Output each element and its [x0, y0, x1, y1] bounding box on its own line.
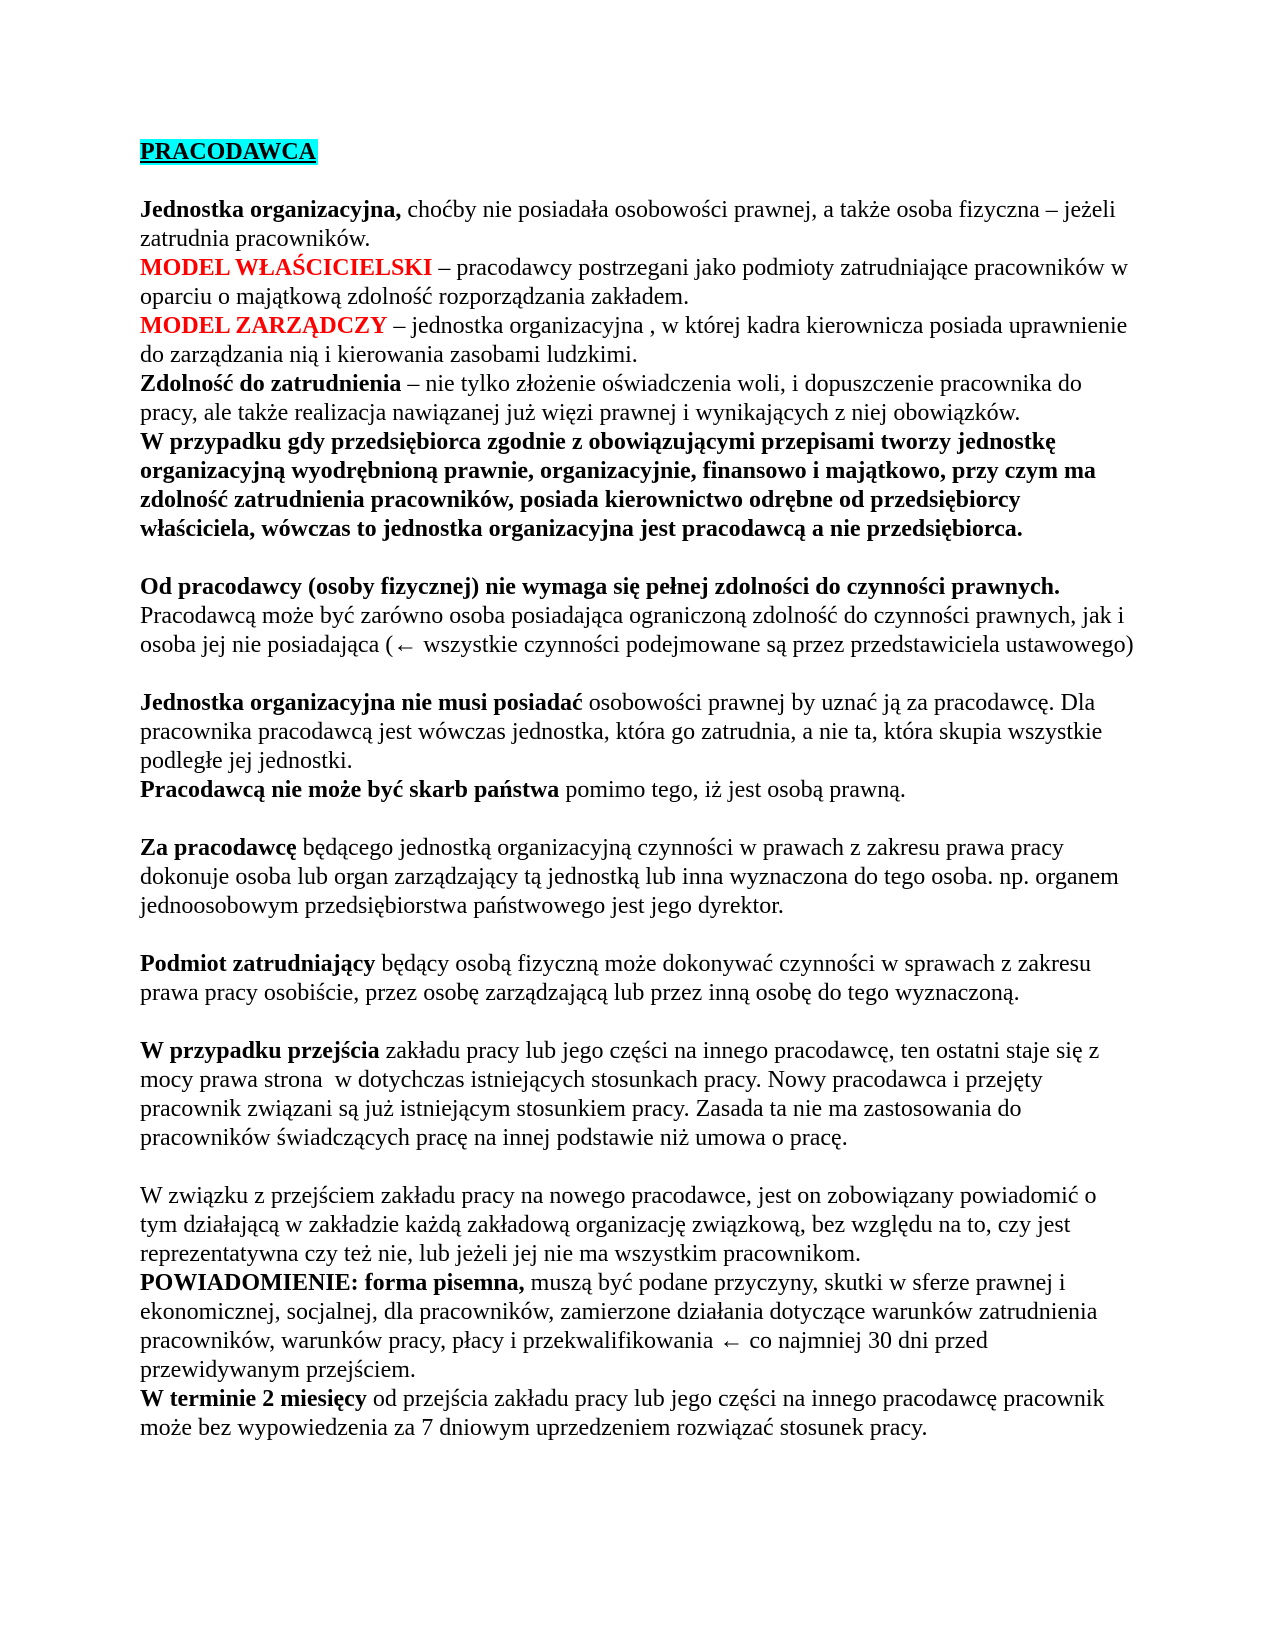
text-run: choćby nie posiadała osobowości prawnej, a także osoba fizyczna – jeżeli zatrudnia pracowników. — [140, 197, 1122, 252]
para-podmiot-osoba-fizyczna — [140, 950, 1135, 1008]
text-run: Pracodawcą może być zarówno osoba posiadająca ograniczoną zdolność do czynności prawnych, jak i osoba jej nie posiadająca (← wszystkie czynności podejmowane są przez przedstawiciela ustawowego) — [140, 574, 1134, 658]
highlighted-title-text: PRACODAWCA — [140, 139, 316, 165]
para-termin-rozwiazania — [140, 1385, 1135, 1443]
para-obowiazek-powiadomienia — [140, 1182, 1135, 1269]
text-run: – jednostka organizacyjna , w której kadra kierownicza posiada uprawnienie do zarządzania nią i kierowania zasobami ludzkimi. — [140, 313, 1134, 368]
para-organ-zarzadzajacy — [140, 834, 1135, 921]
text-run: W związku z przejściem zakładu pracy na nowego pracodawce, jest on zobowiązany powiadomić o tym działającą w zakładzie każdą zakładową organizację związkową, bez względu na to, czy jest reprezentatywna czy też nie, lub jeżeli jej nie ma wszystkim pracownikom. — [140, 1183, 1103, 1267]
para-skarb-panstwa — [140, 776, 1135, 805]
text-run: – nie tylko złożenie oświadczenia woli, i dopuszczenie pracownika do pracy, ale także realizacja nawiązanej już więzi prawnej i wynikających z niej obowiązków. — [140, 371, 1088, 426]
text-run: Jednostka organizacyjna nie musi posiadać — [140, 690, 583, 716]
text-run: W przypadku przejścia — [140, 1038, 380, 1064]
text-run: zakładu pracy lub jego części na innego pracodawcę, ten ostatni staje się z mocy prawa strona w dotychczas istniejących stosunkach pracy. Nowy pracodawca i przejęty pracownik związani są już istniejącym stosunkiem pracy. Zasada ta nie ma zastosowania do pracowników świadczących pracę na innej podstawie niż umowa o pracę. — [140, 1038, 1106, 1151]
document-body — [140, 196, 1135, 1443]
red-keyword: MODEL ZARZĄDCZY — [140, 313, 388, 339]
para-jednostka-bez-osobowosci — [140, 689, 1135, 776]
text-run: W przypadku gdy przedsiębiorca zgodnie z obowiązującymi przepisami tworzy jednostkę organizacyjną wyodrębnioną prawnie, organizacyjnie, finansowo i majątkowo, przy czym ma zdolność zatrudnienia pracowników, posiada kierownictwo odrębne od przedsiębiorcy właściciela, wówczas to jednostka organizacyjna jest pracodawcą a nie przedsiębiorca. — [140, 429, 1102, 542]
text-run: będącego jednostką organizacyjną czynności w prawach z zakresu prawa pracy dokonuje osoba lub organ zarządzający tą jednostką lub inna wyznaczona do tego osoba. np. organem jednoosobowym przedsiębiorstwa państwowego jest jego dyrektor. — [140, 835, 1125, 919]
text-run: pomimo tego, iż jest osobą prawną. — [559, 777, 906, 803]
text-run: POWIADOMIENIE: forma pisemna, — [140, 1270, 525, 1296]
text-run: – pracodawcy postrzegani jako podmioty zatrudniające pracowników w oparciu o majątkową zdolność rozporządzania zakładem. — [140, 255, 1135, 310]
text-run: osobowości prawnej by uznać ją za pracodawcę. Dla pracownika pracodawcą jest wówczas jednostka, która go zatrudnia, a nie ta, która skupia wszystkie podległe jej jednostki. — [140, 690, 1109, 774]
text-run: Zdolność do zatrudnienia — [140, 371, 402, 397]
para-przedsiebiorca-jednostka — [140, 428, 1135, 544]
para-osoba-fizyczna-zdolnosc — [140, 573, 1135, 660]
text-run: Pracodawcą nie może być skarb państwa — [140, 777, 560, 803]
para-model-zarzadczy — [140, 312, 1135, 370]
para-zdolnosc-do-zatrudnienia — [140, 370, 1135, 428]
text-run: W terminie 2 miesięcy — [140, 1386, 367, 1412]
text-run: od przejścia zakładu pracy lub jego części na innego pracodawcę pracownik może bez wypowiedzenia za 7 dniowym uprzedzeniem rozwiązać stosunek pracy. — [140, 1386, 1111, 1441]
page-title — [140, 138, 1135, 167]
para-przejscie-zakladu — [140, 1037, 1135, 1153]
red-keyword: MODEL WŁAŚCICIELSKI — [140, 255, 433, 281]
para-model-wlascicielski — [140, 254, 1135, 312]
text-run: Podmiot zatrudniający — [140, 951, 376, 977]
para-definicja-pracodawcy — [140, 196, 1135, 254]
para-powiadomienie-forma — [140, 1269, 1135, 1385]
text-run: Za pracodawcę — [140, 835, 297, 861]
text-run: Jednostka organizacyjna, — [140, 197, 402, 223]
text-run: będący osobą fizyczną może dokonywać czynności w sprawach z zakresu prawa pracy osobiście, przez osobę zarządzającą lub przez inną osobę do tego wyznaczoną. — [140, 951, 1097, 1006]
text-run: muszą być podane przyczyny, skutki w sferze prawnej i ekonomicznej, socjalnej, dla pracowników, zamierzone działania dotyczące warunków zatrudnienia pracowników, warunków pracy, płacy i przekwalifikowania ← co najmniej 30 dni przed przewidywanym przejściem. — [140, 1270, 1104, 1383]
text-run: Od pracodawcy (osoby fizycznej) nie wymaga się pełnej zdolności do czynności prawnych. — [140, 574, 1060, 600]
